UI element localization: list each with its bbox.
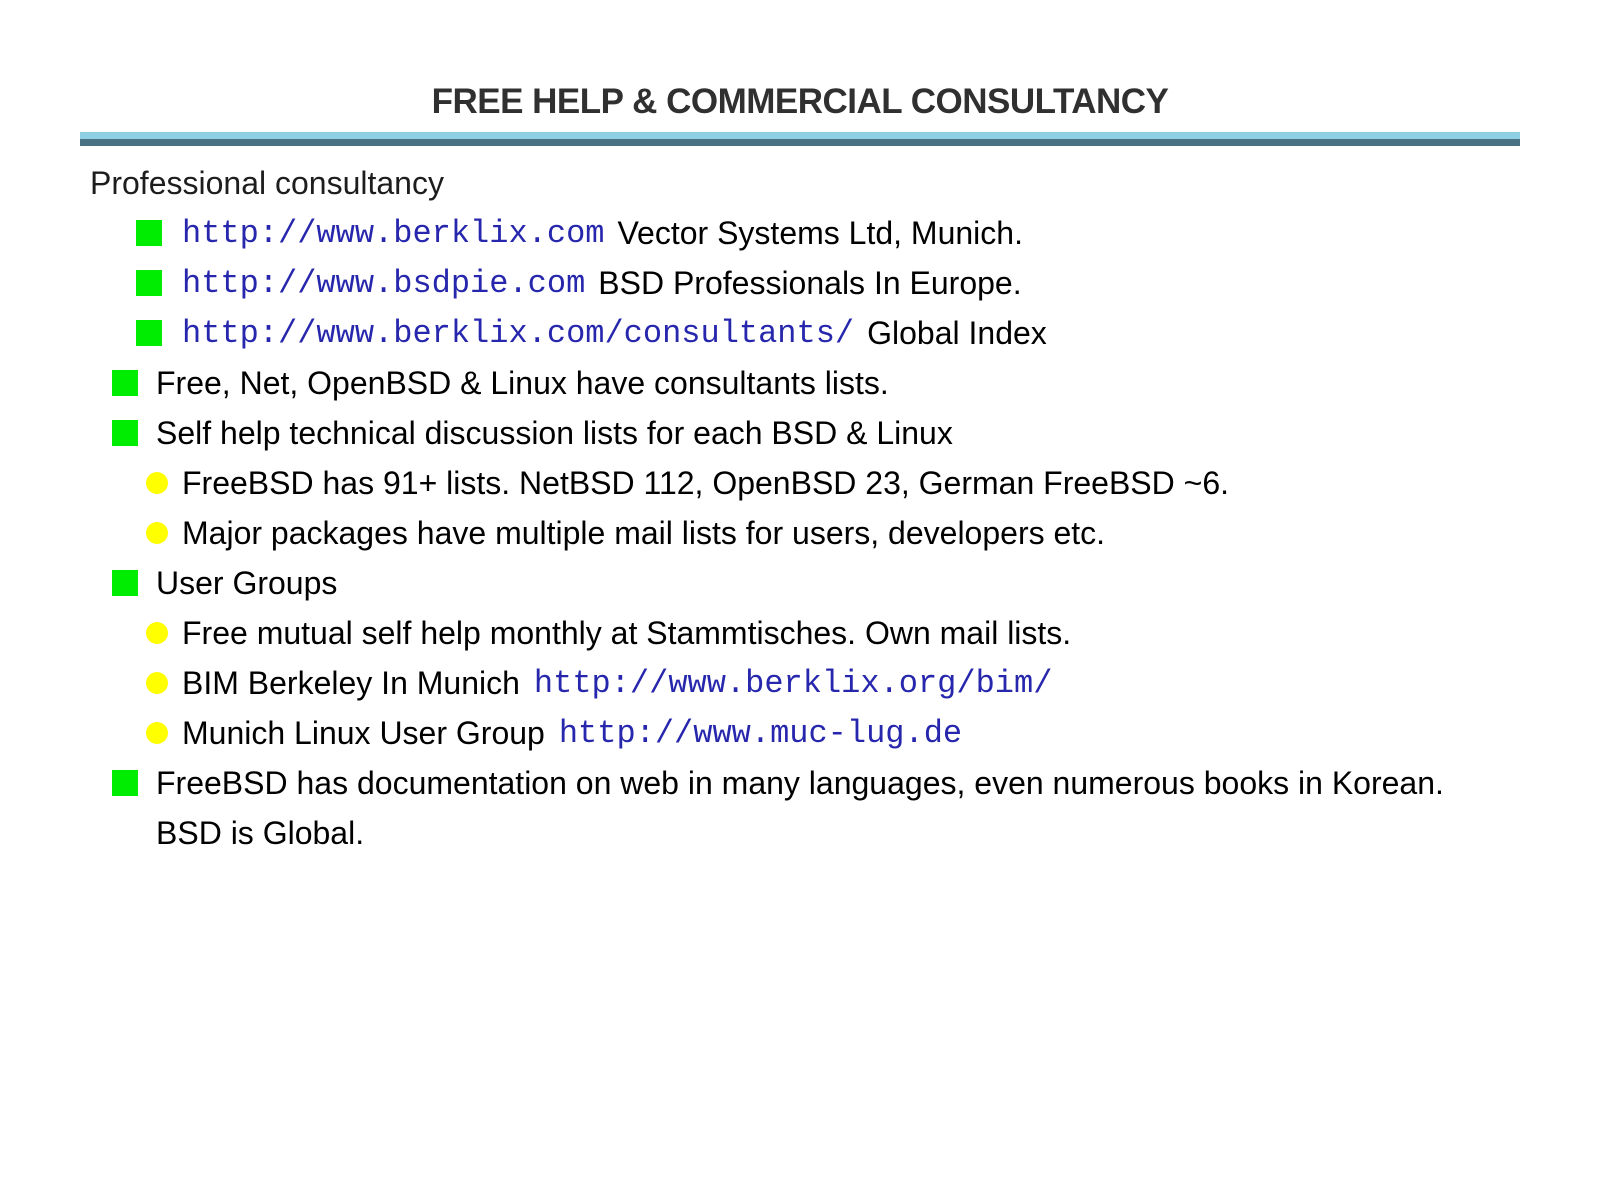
list-item [0, 308, 1600, 358]
intro-heading: Professional consultancy [90, 164, 444, 201]
list-item [0, 508, 1600, 558]
sub-bullet-text-packages: Major packages have multiple mail lists for users, developers etc. [182, 514, 1106, 551]
green-square-bullet-icon [112, 570, 138, 596]
bullet-text-documentation: FreeBSD has documentation on web in many languages, even numerous books in Korean. [156, 764, 1444, 801]
bullet-text-bsd-global: BSD is Global. [156, 814, 365, 851]
green-square-bullet-icon [112, 370, 138, 396]
sub-bullet-text-muc-lug: Munich Linux User Group [182, 714, 545, 751]
sub-bullet-text-list-counts: FreeBSD has 91+ lists. NetBSD 112, OpenBSD 23, German FreeBSD ~6. [182, 464, 1229, 501]
title-divider [80, 132, 1520, 146]
bullet-text-user-groups: User Groups [156, 564, 338, 601]
intro-heading-row [0, 158, 1600, 208]
list-item [0, 558, 1600, 608]
list-item-continuation [0, 808, 1600, 858]
yellow-circle-bullet-icon [146, 672, 168, 694]
list-item [0, 708, 1600, 758]
link-bsdpie-com[interactable]: http://www.bsdpie.com [182, 264, 586, 302]
list-item [0, 608, 1600, 658]
yellow-circle-bullet-icon [146, 722, 168, 744]
page-title: FREE HELP & COMMERCIAL CONSULTANCY [431, 82, 1169, 121]
link-description: Global Index [867, 314, 1047, 351]
link-berklix-org-bim[interactable]: http://www.berklix.org/bim/ [533, 664, 1053, 702]
green-square-bullet-icon [136, 220, 162, 246]
green-square-bullet-icon [136, 320, 162, 346]
yellow-circle-bullet-icon [146, 472, 168, 494]
yellow-circle-bullet-icon [146, 522, 168, 544]
green-square-bullet-icon [136, 270, 162, 296]
bullet-text-self-help: Self help technical discussion lists for each BSD & Linux [156, 414, 953, 451]
sub-bullet-text-stammtisch: Free mutual self help monthly at Stammtisches. Own mail lists. [182, 614, 1072, 651]
divider-dark-band [80, 139, 1520, 146]
list-item [0, 758, 1600, 808]
green-square-bullet-icon [112, 420, 138, 446]
link-muc-lug-de[interactable]: http://www.muc-lug.de [558, 714, 963, 752]
link-berklix-consultants[interactable]: http://www.berklix.com/consultants/ [182, 314, 855, 352]
link-description: Vector Systems Ltd, Munich. [617, 214, 1023, 251]
sub-bullet-text-bim: BIM Berkeley In Munich [182, 664, 520, 701]
list-item [0, 258, 1600, 308]
link-berklix-com[interactable]: http://www.berklix.com [182, 214, 605, 252]
bullet-text-consultants-lists: Free, Net, OpenBSD & Linux have consultants lists. [156, 364, 889, 401]
yellow-circle-bullet-icon [146, 622, 168, 644]
slide-content [0, 146, 1600, 858]
divider-light-band [80, 132, 1520, 139]
list-item [0, 458, 1600, 508]
green-square-bullet-icon [112, 770, 138, 796]
link-description: BSD Professionals In Europe. [598, 264, 1022, 301]
list-item [0, 358, 1600, 408]
list-item [0, 208, 1600, 258]
list-item [0, 658, 1600, 708]
list-item [0, 408, 1600, 458]
